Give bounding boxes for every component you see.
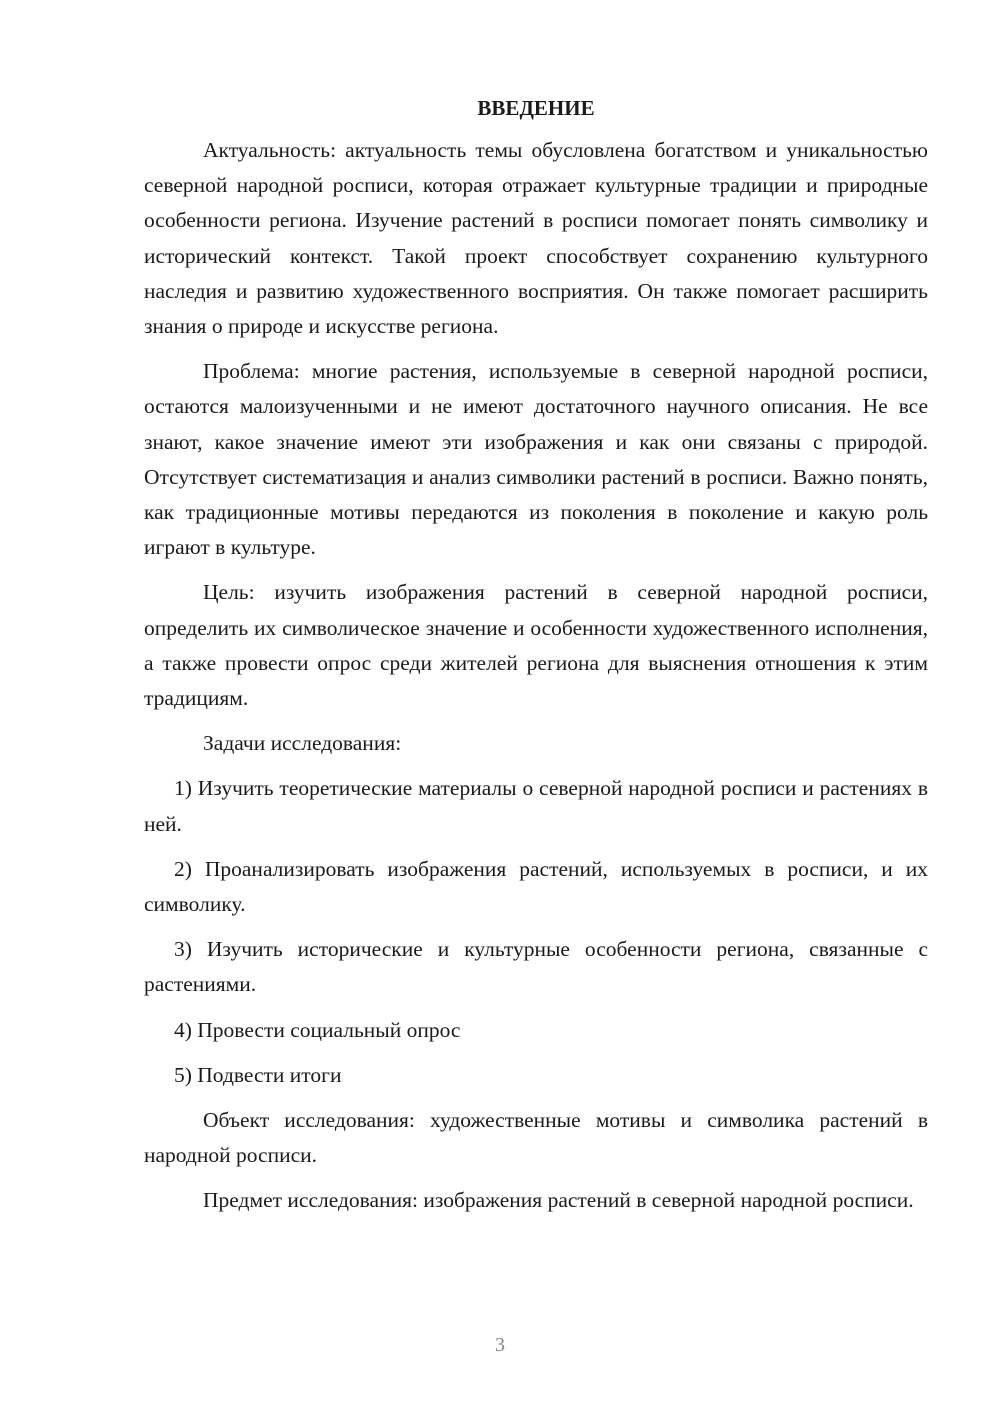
subject-paragraph: Предмет исследования: изображения растений в северной народной росписи. [203,1188,914,1213]
object-paragraph: Объект исследования: художественные мотивы и символика растений в народной росписи. [144,1108,928,1168]
document-page [144,90,928,1219]
relevance-paragraph: Актуальность: актуальность темы обусловлена богатством и уникальностью северной народной росписи, которая отражает культурные традиции и природные особенности региона. Изучение растений в росписи помогает понять символику и исторический контекст. Такой проект способствует сохранению культурного наследия и развитию художественного восприятия. Он также помогает расширить знания о природе и искусстве региона. [144,138,928,339]
problem-paragraph: Проблема: многие растения, используемые в северной народной росписи, остаются малоизученными и не имеют достаточного научного описания. Не все знают, какое значение имеют эти изображения и как они связаны с природой. Отсутствует систематизация и анализ символики растений в росписи. Важно понять, как традиционные мотивы передаются из поколения в поколение и какую роль играют в культуре. [144,359,928,560]
task-item-2: 2) Проанализировать изображения растений, используемых в росписи, и их символику. [144,856,928,917]
task-item-4: 4) Провести социальный опрос [174,1017,461,1042]
tasks-heading: Задачи исследования: [203,731,402,756]
goal-paragraph: Цель: изучить изображения растений в северной народной росписи, определить их символическое значение и особенности художественного исполнения, а также провести опрос среди жителей региона для выяснения отношения к этим традициям. [144,580,928,711]
task-item-3: 3) Изучить исторические и культурные особенности региона, связанные с растениями. [144,937,928,997]
page-number: 3 [495,1334,505,1356]
task-item-1: 1) Изучить теоретические материалы о северной народной росписи и растениях в ней. [144,776,928,836]
task-item-5: 5) Подвести итоги [174,1062,342,1087]
section-title: ВВЕДЕНИЕ [477,96,595,120]
